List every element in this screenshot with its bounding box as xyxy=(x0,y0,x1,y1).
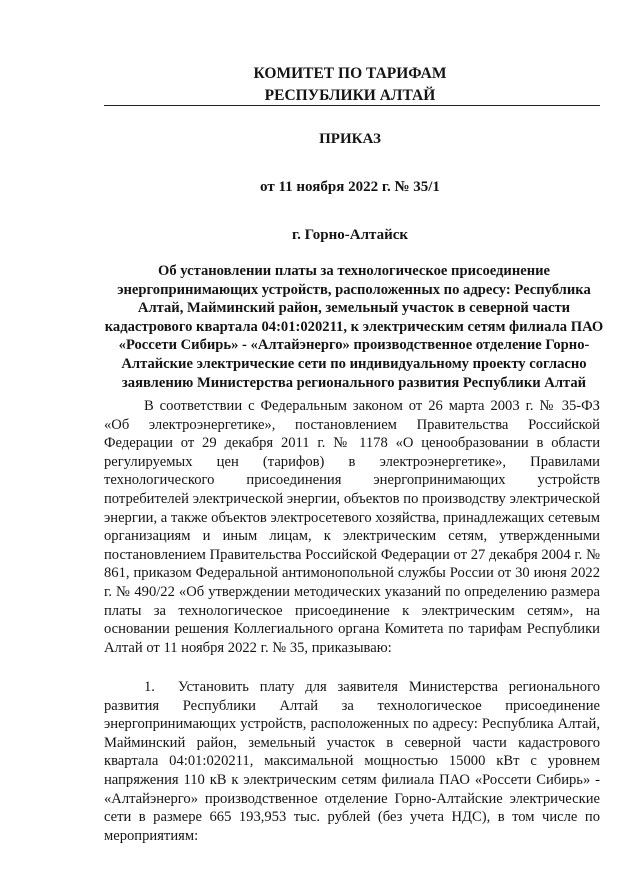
order-city: г. Горно-Алтайск xyxy=(291,227,409,243)
order-item-number: 1. xyxy=(144,679,155,695)
order-item-text: Установить плату для заявителя Министерства регионального развития Республики Алтай за технологическое присоединение энергопринимающих устройств, расположенных по адресу: Республика Алтай, Майминский район, земельный участок в северной части кадастрового квартала 04:01:020211, максимальной мощностью 15000 кВт с уровнем напряжения 110 кВ к электрическим сетям филиала ПАО «Россети Сибирь» - «Алтайэнерго» производственное отделение Горно-Алтайские электрические сети в размере 665 193,953 тыс. рублей (без учета НДС), в том числе по мероприятиям: xyxy=(104,679,600,844)
order-date-number: от 11 ноября 2022 г. № 35/1 xyxy=(260,179,440,195)
document-type-title: ПРИКАЗ xyxy=(319,131,381,147)
order-subject: Об установлении платы за технологическое присоединение энергопринимающих устройств, расположенных по адресу: Республика Алтай, Майминский район, земельный участок в северной части кадастрового квартала 04:01:020211, к электрическим сетям филиала ПАО «Россети Сибирь» - «Алтайэнерго» производственное отделение Горно-Алтайские электрические сети по индивидуальному проекту согласно заявлению Министерства регионального развития Республики Алтай xyxy=(104,263,604,391)
order-item-1 xyxy=(104,678,600,845)
organization-name-line2: РЕСПУБЛИКИ АЛТАЙ xyxy=(264,87,436,104)
organization-name-line1: КОМИТЕТ ПО ТАРИФАМ xyxy=(253,65,447,82)
header-divider xyxy=(104,105,600,106)
preamble-paragraph: В соответствии с Федеральным законом от 26 марта 2003 г. № 35-ФЗ «Об электроэнергетике», постановлением Правительства Российской Федерации от 29 декабря 2011 г. № 1178 «О ценообразовании в области регулируемых цен (тарифов) в электроэнергетике», Правилами технологического присоединения энергопринимающих устройств потребителей электрической энергии, объектов по производству электрической энергии, а также объектов электросетевого хозяйства, принадлежащих сетевым организациям и иным лицам, к электрическим сетям, утвержденными постановлением Правительства Российской Федерации от 27 декабря 2004 г. № 861, приказом Федеральной антимонопольной службы России от 30 июня 2022 г. № 490/22 «Об утверждении методических указаний по определению размера платы за технологическое присоединение к электрическим сетям», на основании решения Коллегиального органа Комитета по тарифам Республики Алтай от 11 ноября 2022 г. № 35, приказываю: xyxy=(104,398,600,656)
